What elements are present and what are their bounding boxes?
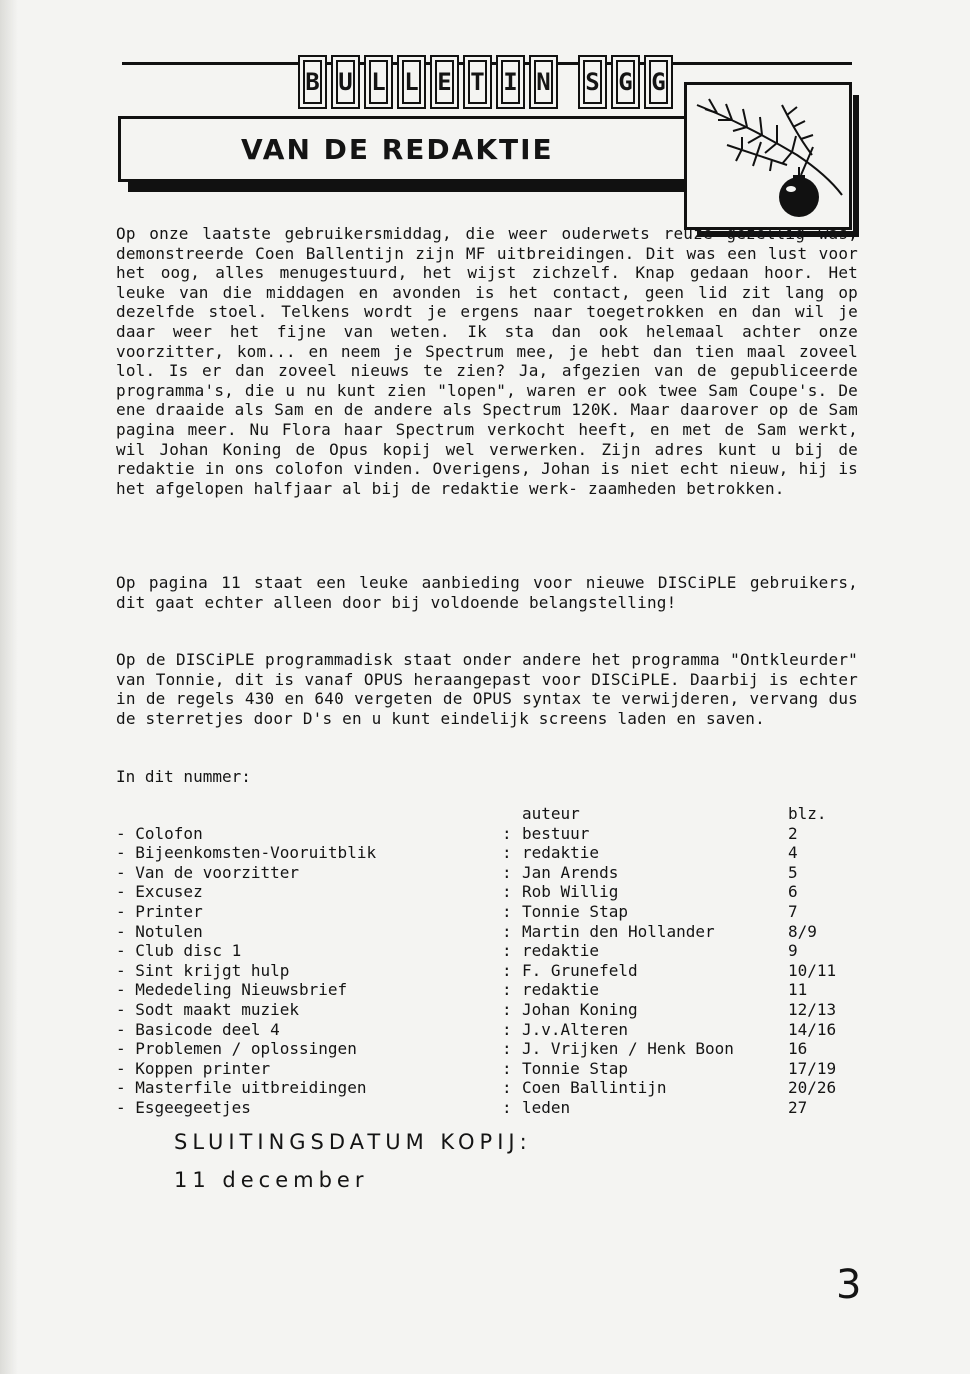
masthead-letter: I (496, 55, 525, 109)
toc-item-author: J. Vrijken / Henk Boon (522, 1039, 734, 1059)
toc-item-title: - Mededeling Nieuwsbrief (116, 980, 348, 1000)
toc-row (116, 999, 837, 1020)
page-title: VAN DE REDAKTIE (241, 132, 554, 166)
intro-paragraph-1 (116, 224, 858, 498)
deadline-date: 11 december (174, 1168, 369, 1192)
toc-row (116, 1058, 837, 1079)
toc-row (116, 941, 816, 961)
toc-row (116, 980, 816, 1000)
masthead-logo (298, 55, 673, 109)
toc-item-page: 4 (788, 843, 798, 863)
paragraph-text: Op de DISCiPLE programmadisk staat onder andere het programma "Ontkleurder" van Tonnie, dit is vanaf OPUS heraangepast voor DISCiPLE. Daarbij is echter in de regels 430 en 640 vergeten de OPUS syntax te verwijderen, vervang dus de sterretjes door D's en u kunt eindelijk screens laden en saven. (116, 650, 858, 728)
toc-item-title: - Club disc 1 (116, 941, 242, 961)
toc-item-author: redaktie (522, 843, 600, 863)
toc-item-title: - Esgeegeetjes (116, 1097, 251, 1117)
toc-separator: : (502, 823, 512, 843)
toc-item-author: Rob Willig (522, 882, 619, 902)
toc-header-row (116, 804, 827, 824)
toc-item-title: - Bijeenkomsten-Vooruitblik (116, 843, 377, 863)
masthead-letter: B (298, 55, 327, 109)
toc-separator: : (502, 921, 512, 941)
toc-row (116, 922, 816, 942)
toc-item-title: - Koppen printer (116, 1058, 271, 1078)
toc-item-author: J.v.Alteren (522, 1019, 628, 1039)
toc-item-author: F. Grunefeld (522, 960, 638, 980)
toc-item-page: 2 (788, 823, 798, 843)
paper-edge (0, 0, 18, 1374)
toc-item-author: redaktie (522, 941, 600, 961)
page-number: 3 (836, 1262, 862, 1308)
toc-item-page: 11 (788, 980, 808, 1000)
toc-separator: : (502, 941, 512, 961)
toc-row (116, 1039, 816, 1059)
intro-paragraph-2 (116, 573, 858, 612)
toc-item-author: leden (522, 1097, 571, 1117)
contents-heading: In dit nummer: (116, 767, 251, 786)
masthead-letter: L (397, 55, 426, 109)
toc-separator: : (502, 843, 512, 863)
toc-separator: : (502, 1078, 512, 1098)
toc-item-page: 9 (788, 941, 798, 961)
toc-item-title: - Problemen / oplossingen (116, 1039, 357, 1059)
toc-item-author: Johan Koning (522, 999, 638, 1019)
toc-separator: : (502, 1097, 512, 1117)
toc-item-page: 10/11 (788, 960, 837, 980)
toc-item-title: - Excusez (116, 882, 203, 902)
toc-item-title: - Colofon (116, 823, 203, 843)
illustration-frame (684, 82, 852, 230)
toc-item-title: - Van de voorzitter (116, 862, 300, 882)
toc-item-author: Coen Ballintijn (522, 1078, 667, 1098)
toc-separator: : (502, 1058, 512, 1078)
toc-row (116, 863, 816, 883)
toc-item-author: bestuur (522, 823, 590, 843)
toc-item-title: - Basicode deel 4 (116, 1019, 280, 1039)
toc-page-header: blz. (788, 804, 827, 823)
masthead-letter: L (364, 55, 393, 109)
toc-separator: : (502, 901, 512, 921)
toc-row (116, 824, 816, 844)
toc-separator: : (502, 960, 512, 980)
toc-separator: : (502, 1019, 512, 1039)
toc-item-title: - Printer (116, 901, 203, 921)
toc-author-header: auteur (522, 804, 580, 823)
toc-item-page: 7 (788, 901, 798, 921)
masthead-letter: U (331, 55, 360, 109)
toc-row (116, 843, 816, 863)
paragraph-text: Op pagina 11 staat een leuke aanbieding voor nieuwe DISCiPLE gebruikers, dit gaat echter alleen door bij voldoende belangstelling! (116, 573, 858, 612)
toc-item-page: 14/16 (788, 1019, 837, 1039)
toc-separator: : (502, 882, 512, 902)
toc-row (116, 902, 816, 922)
toc-item-title: - Notulen (116, 921, 203, 941)
toc-separator: : (502, 999, 512, 1019)
intro-paragraph-3 (116, 650, 858, 728)
toc-item-page: 8/9 (788, 921, 817, 941)
masthead-letter: E (430, 55, 459, 109)
toc-separator: : (502, 862, 512, 882)
toc-item-author: redaktie (522, 980, 600, 1000)
toc-item-page: 5 (788, 862, 798, 882)
toc-item-page: 16 (788, 1039, 808, 1059)
toc-row (116, 960, 837, 981)
toc-row (116, 1078, 837, 1098)
toc-separator: : (502, 1039, 512, 1059)
deadline-label: SLUITINGSDATUM KOPIJ: (174, 1130, 532, 1154)
toc-item-author: Jan Arends (522, 862, 619, 882)
toc-item-page: 6 (788, 882, 798, 902)
toc-item-page: 17/19 (788, 1058, 837, 1078)
toc-row (116, 882, 816, 902)
toc-item-title: - Masterfile uitbreidingen (116, 1078, 367, 1098)
masthead-letter: G (644, 55, 673, 109)
masthead-letter: N (529, 55, 558, 109)
toc-item-page: 20/26 (788, 1078, 837, 1098)
masthead-letter: T (463, 55, 492, 109)
title-box (118, 116, 714, 182)
table-of-contents (116, 804, 837, 1118)
toc-item-author: Tonnie Stap (522, 901, 628, 921)
toc-item-page: 12/13 (788, 999, 837, 1019)
toc-item-page: 27 (788, 1097, 808, 1117)
toc-item-author: Tonnie Stap (522, 1058, 628, 1078)
toc-row (116, 1019, 837, 1040)
masthead-letter: S (578, 55, 607, 109)
toc-separator: : (502, 980, 512, 1000)
toc-item-author: Martin den Hollander (522, 921, 715, 941)
toc-item-title: - Sodt maakt muziek (116, 999, 300, 1019)
paragraph-text: Op onze laatste gebruikersmiddag, die weer ouderwets reuze gezellig was, demonstreerde Coen Ballentijn zijn MF uitbreidingen. Dit was een lust voor het oog, alles menugestuurd, het wijst zichzelf. Knap gedaan hoor. Het leuke van die middagen en avonden is het contact, geen lid zit lang op dezelfde stoel. Telkens wordt je ergens naar toegetrokken en dan wil je daar weer het fijne van weten. Ik sta dan ook helemaal achter onze voorzitter, kom... en neem je Spectrum mee, je hebt dan tien maal zoveel lol. Is er dan zoveel nieuws te zien? Ja, afgezien van de gepubliceerde programma's, die u nu kunt zien "lopen", waren er ook twee Sam Coupe's. De ene draaide als Sam en de andere als Spectrum 120K. Maar daarover op de Sam pagina meer. Nu Flora haar Spectrum verkocht heeft, en met de Sam werkt, wil Johan Koning de Opus kopij wel verwerken. Zijn adres kunt u bij de redaktie in ons colofon vinden. Overigens, Johan is niet echt nieuw, hij is het afgelopen halfjaar al bij de redaktie werk- zaamheden betrokken. (116, 224, 858, 498)
masthead-letter: G (611, 55, 640, 109)
toc-item-title: - Sint krijgt hulp (116, 960, 290, 980)
toc-row (116, 1098, 816, 1118)
pine-branch-ornament-icon (687, 85, 849, 227)
